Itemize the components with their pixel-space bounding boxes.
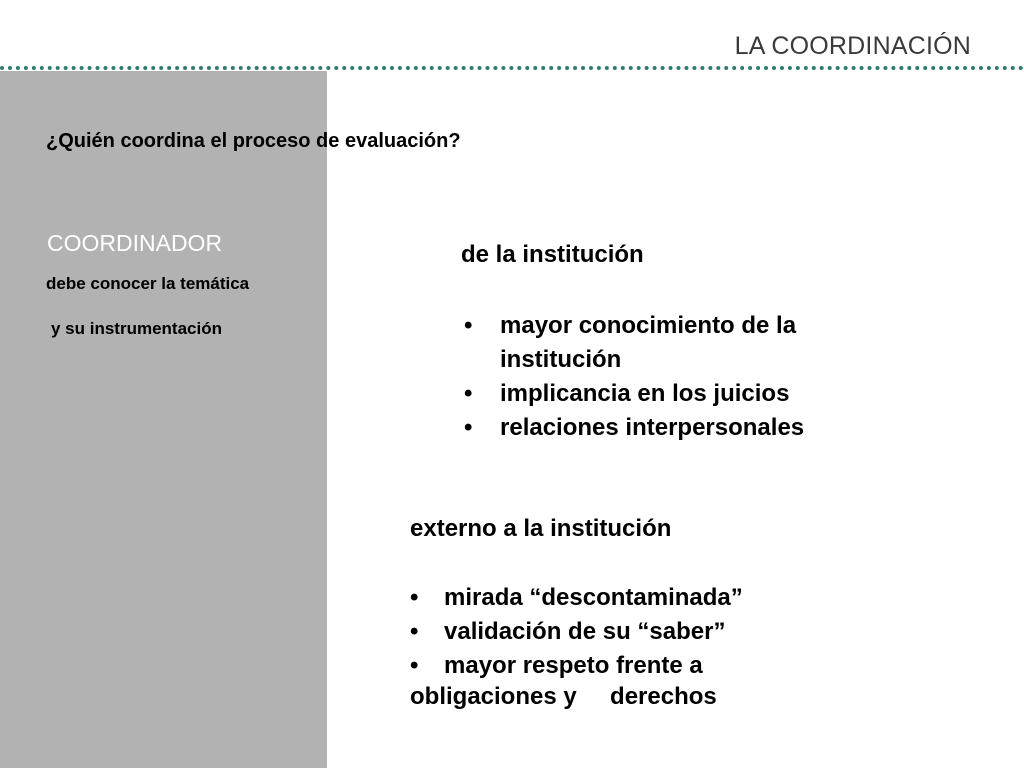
list-item <box>410 649 830 683</box>
list-item <box>410 581 830 615</box>
list-item-text: validación de su “saber” <box>444 618 726 645</box>
list-item <box>464 377 884 411</box>
list-item-text: mayor conocimiento de la institución <box>500 312 797 373</box>
internal-list <box>464 309 884 445</box>
list-item-text: relaciones interpersonales <box>500 414 805 441</box>
bullet-icon: • <box>464 414 473 441</box>
question-text: ¿Quién coordina el proceso de evaluación? <box>46 130 461 152</box>
bullet-icon: • <box>410 652 419 679</box>
external-heading: externo a la institución <box>410 515 672 542</box>
external-list <box>410 581 830 683</box>
bullet-icon: • <box>464 380 473 407</box>
coordinator-heading: COORDINADOR <box>47 230 223 256</box>
list-item <box>464 411 884 445</box>
list-item <box>464 309 884 377</box>
dotted-divider <box>0 66 1024 70</box>
left-gray-panel <box>0 71 327 768</box>
coordinator-line-2: y su instrumentación <box>51 319 222 338</box>
coordinator-line-1: debe conocer la temática <box>46 274 250 293</box>
bullet-icon: • <box>410 618 419 645</box>
external-list-continuation: obligaciones y derechos <box>410 683 717 710</box>
internal-heading: de la institución <box>461 241 644 268</box>
list-item-text: mirada “descontaminada” <box>444 584 743 611</box>
list-item-text: implicancia en los juicios <box>500 380 790 407</box>
list-item <box>410 615 830 649</box>
bullet-icon: • <box>410 584 419 611</box>
slide-title: LA COORDINACIÓN <box>734 32 971 60</box>
bullet-icon: • <box>464 312 473 339</box>
list-item-text: mayor respeto frente a <box>444 652 703 679</box>
